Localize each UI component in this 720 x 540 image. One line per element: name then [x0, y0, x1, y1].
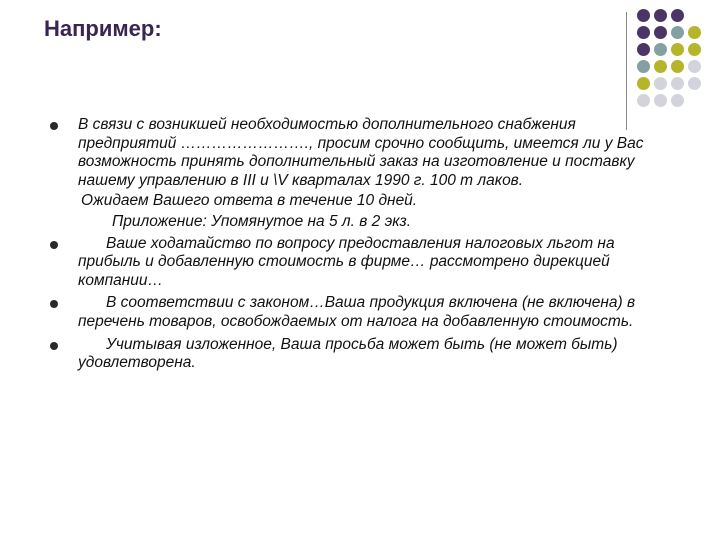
decorative-dot — [671, 77, 684, 90]
decorative-dot — [671, 94, 684, 107]
item-1-await-line: Ожидаем Вашего ответа в течение 10 дней. — [81, 192, 418, 210]
decorative-dot-grid — [637, 9, 717, 119]
item-1-paragraph: В связи с возникшей необходимостью дополнительного снабжения предприятий ……………………., просим срочно сообщить, имеется ли у Вас возможность принять дополнительный заказ на изготовление и поставку нашему управлению в III и \V кварталах 1990 г. 100 т лаков. — [78, 116, 644, 189]
slide-title: Например: — [44, 16, 162, 41]
decorative-dot — [671, 60, 684, 73]
bullet-icon — [50, 241, 58, 249]
decorative-dot — [654, 9, 667, 22]
decorative-dot — [671, 43, 684, 56]
decorative-dot — [654, 60, 667, 73]
decorative-dot — [688, 26, 701, 39]
list-item-3 — [48, 294, 678, 331]
bullet-icon — [50, 300, 58, 308]
decorative-dot — [671, 26, 684, 39]
decorative-dot — [654, 43, 667, 56]
decorative-dot — [637, 94, 650, 107]
item-4-paragraph: Учитывая изложенное, Ваша просьба может быть (не может быть) удовлетворена. — [78, 335, 618, 372]
list-item-1 — [48, 116, 678, 232]
item-2-paragraph: Ваше ходатайство по вопросу предоставления налоговых льгот на прибыль и добавленную стоимость в фирме… рассмотрено дирекцией компании… — [78, 234, 615, 289]
bullet-list — [48, 116, 678, 373]
bullet-icon — [50, 342, 58, 350]
decorative-dot — [637, 43, 650, 56]
decorative-dot — [688, 77, 701, 90]
decorative-dot — [654, 26, 667, 39]
item-1-attachment-line: Приложение: Упомянутое на 5 л. в 2 экз. — [112, 212, 412, 230]
decorative-dot — [637, 9, 650, 22]
decorative-dot — [688, 60, 701, 73]
list-item-2 — [48, 235, 678, 291]
decorative-dot — [654, 77, 667, 90]
decorative-dot — [688, 43, 701, 56]
decorative-dot — [654, 94, 667, 107]
bullet-icon — [50, 122, 58, 130]
list-item-4 — [48, 336, 678, 373]
decorative-dot — [637, 26, 650, 39]
decorative-divider — [626, 12, 627, 130]
item-3-paragraph: В соответствии с законом…Ваша продукция включена (не включена) в перечень товаров, освобождаемых от налога на добавленную стоимость. — [78, 294, 636, 330]
decorative-dot — [637, 77, 650, 90]
decorative-dot — [671, 9, 684, 22]
decorative-dot — [637, 60, 650, 73]
